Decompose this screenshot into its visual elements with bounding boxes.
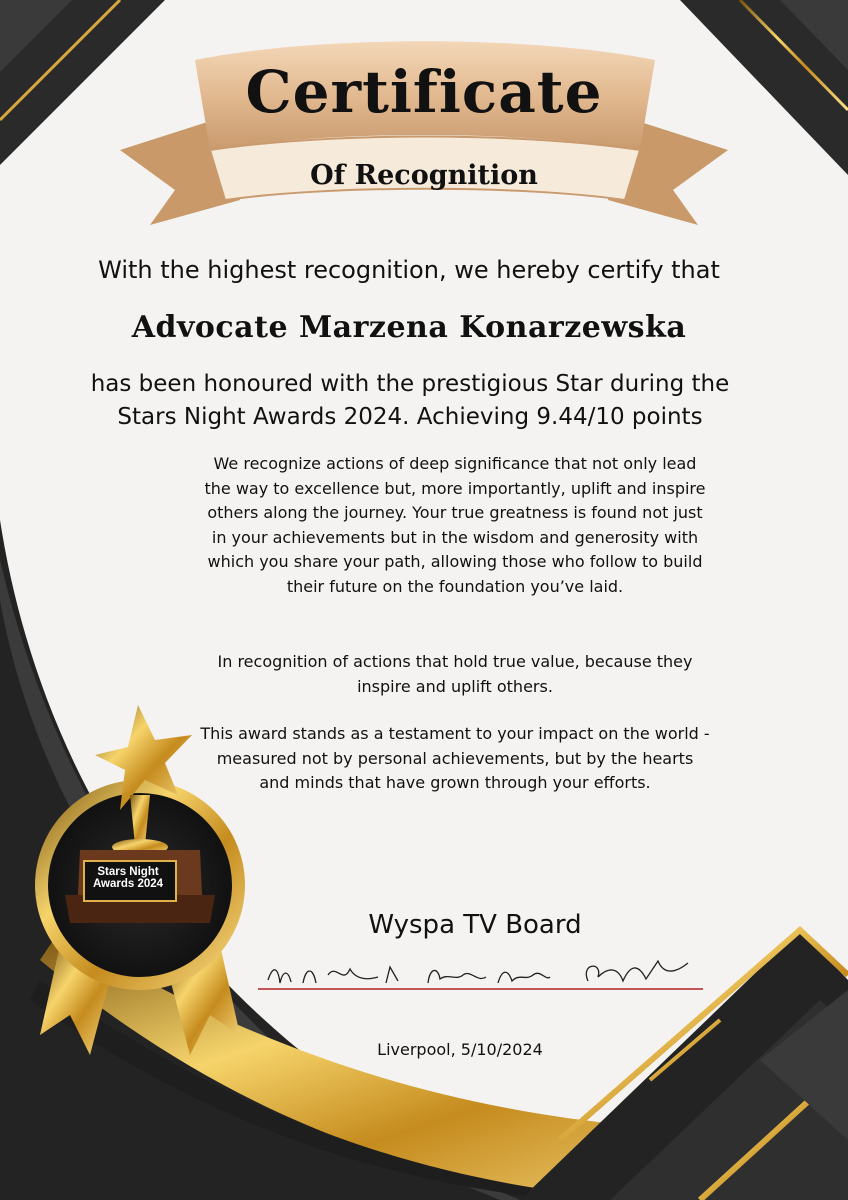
signature-2 [428,970,550,983]
honour-line-1: has been honoured with the prestigious Star during the [90,371,730,397]
intro-text: With the highest recognition, we hereby certify that [98,256,720,284]
certificate-subtitle: Of Recognition [310,160,538,191]
signature-block [258,955,703,995]
recognition-paragraph-1: We recognize actions of deep significance that not only lead the way to excellence but, more importantly, uplift and inspire others along the journey. Your true greatness is found not just in your achievements but in the wisdom and generosity with which you share your path, allowing those who follow to build their future on the foundation you’ve laid. [204,454,706,596]
certificate-title: Certificate [245,58,603,126]
recognition-paragraph-2: In recognition of actions that hold true value, because they inspire and uplift others. [217,652,693,696]
trophy-plaque [84,866,172,890]
plaque-line-1: Stars Night [97,866,159,878]
recipient-name: Advocate Marzena Konarzewska [131,310,687,345]
recognition-paragraph-3: This award stands as a testament to your impact on the world - measured not by personal achievements, but by the hearts and minds that have grown through your efforts. [200,724,710,792]
honour-statement [60,368,760,434]
plaque-line-2: Awards 2024 [92,878,164,890]
place-and-date: Liverpool, 5/10/2024 [377,1040,543,1059]
honour-line-2: Stars Night Awards 2024. Achieving 9.44/10 points [117,404,703,430]
board-name: Wyspa TV Board [368,910,582,940]
signature-3 [586,961,688,981]
signature-1 [268,967,398,983]
